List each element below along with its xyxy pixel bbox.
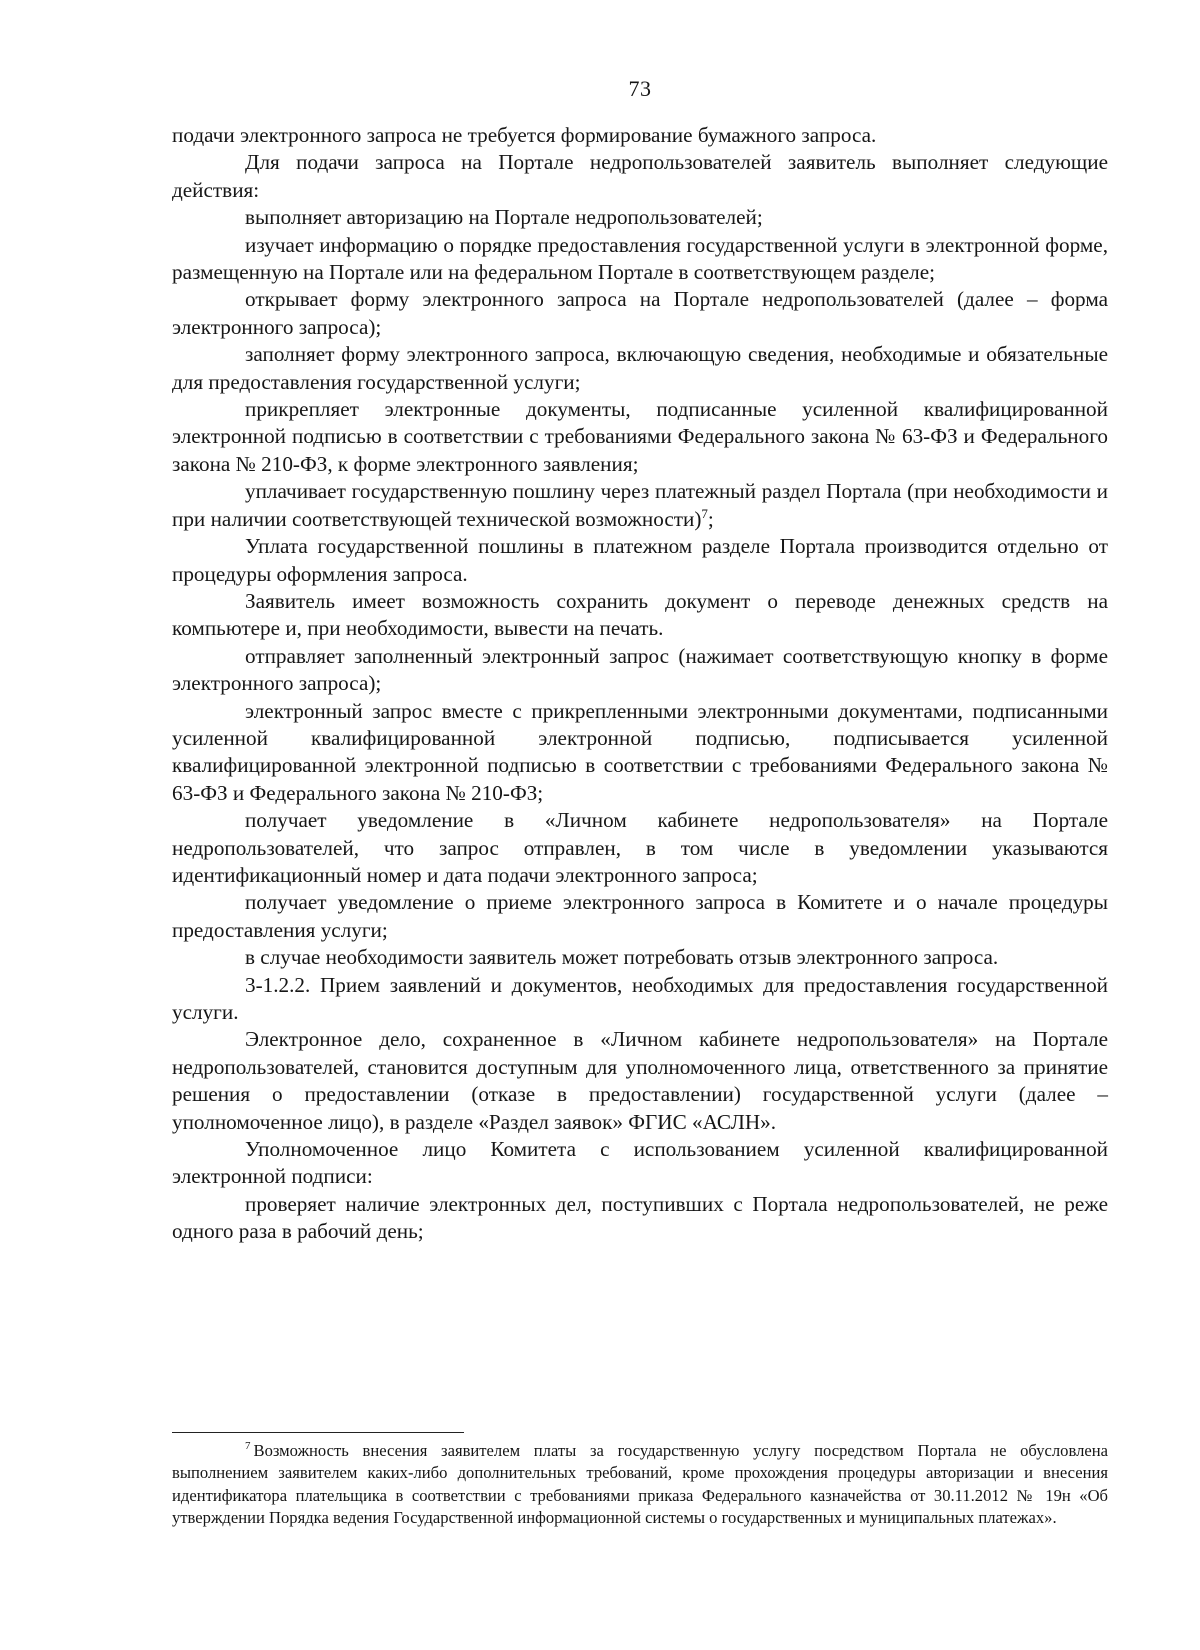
paragraph: подачи электронного запроса не требуется формирование бумажного запроса.: [172, 123, 877, 147]
paragraph-tail: ;: [707, 506, 714, 531]
page-number: 73: [628, 76, 652, 101]
paragraph: Уплата государственной пошлины в платежном разделе Портала производится отдельно от процедуры оформления запроса.: [172, 534, 1108, 586]
paragraph: Заявитель имеет возможность сохранить документ о переводе денежных средств на компьютере и, при необходимости, вывести на печать.: [172, 588, 1108, 641]
paragraph: выполняет авторизацию на Портале недропользователей;: [245, 205, 763, 230]
document-body: [172, 122, 1108, 1246]
section-heading: 3-1.2.2. Прием заявлений и документов, необходимых для предоставления государственной услуги.: [172, 972, 1108, 1024]
paragraph: Уполномоченное лицо Комитета с использованием усиленной квалифицированной электронной подписи:: [172, 1137, 1108, 1189]
paragraph: заполняет форму электронного запроса, включающую сведения, необходимые и обязательные для предоставления государственной услуги;: [172, 342, 1108, 394]
paragraph: изучает информацию о порядке предоставления государственной услуги в электронной форме, размещенную на Портале или на федеральном Портале в соответствующем разделе;: [172, 232, 1108, 285]
paragraph: открывает форму электронного запроса на Портале недропользователей (далее – форма электронного запроса);: [172, 287, 1108, 339]
paragraph: Для подачи запроса на Портале недропользователей заявитель выполняет следующие действия:: [172, 150, 1108, 202]
paragraph-with-footnote-ref: [172, 478, 1108, 533]
footnote-separator: [172, 1432, 464, 1433]
footnote-reference: 7: [701, 505, 708, 521]
paragraph: электронный запрос вместе с прикрепленными электронными документами, подписанными усиленной квалифицированной электронной подписью, подписывается усиленной квалифицированной электронной подписью в соответствии с требованиями Федерального закона № 63-ФЗ и Федерального закона № 210-ФЗ;: [172, 698, 1108, 805]
paragraph: прикрепляет электронные документы, подписанные усиленной квалифицированной электронной подписью в соответствии с требованиями Федерального закона № 63-ФЗ и Федерального закона № 210-ФЗ, к форме электронного заявления;: [172, 397, 1108, 476]
paragraph: в случае необходимости заявитель может потребовать отзыв электронного запроса.: [245, 945, 999, 970]
footnote: [172, 1440, 1108, 1530]
footnote-text: Возможность внесения заявителем платы за государственную услугу посредством Портала не обусловлена выполнением заявителем каких-либо дополнительных требований, кроме прохождения процедуры авторизации и внесения идентификатора плательщика в соответствии с требованиями приказа Федерального казначейства от 30.11.2012 № 19н «Об утверждении Порядка ведения Государственной информационной системы о государственных и муниципальных платежах».: [172, 1441, 1108, 1528]
paragraph: отправляет заполненный электронный запрос (нажимает соответствующую кнопку в форме электронного запроса);: [172, 643, 1108, 696]
paragraph: получает уведомление в «Личном кабинете недропользователя» на Портале недропользователей, что запрос отправлен, в том числе в уведомлении указываются идентификационный номер и дата подачи электронного запроса;: [172, 808, 1108, 887]
paragraph: получает уведомление о приеме электронного запроса в Комитете и о начале процедуры предоставления услуги;: [172, 890, 1108, 942]
paragraph: проверяет наличие электронных дел, поступивших с Портала недропользователей, не реже одного раза в рабочий день;: [172, 1191, 1108, 1244]
paragraph-text: уплачивает государственную пошлину через платежный раздел Портала (при необходимости и при наличии соответствующей технической возможности): [172, 479, 1108, 531]
paragraph: Электронное дело, сохраненное в «Личном кабинете недропользователя» на Портале недропользователей, становится доступным для уполномоченного лица, ответственного за принятие решения о предоставлении (отказе в предоставлении) государственной услуги (далее – уполномоченное лицо), в разделе «Раздел заявок» ФГИС «АСЛН».: [172, 1027, 1108, 1134]
footnote-mark: 7: [245, 1440, 251, 1453]
